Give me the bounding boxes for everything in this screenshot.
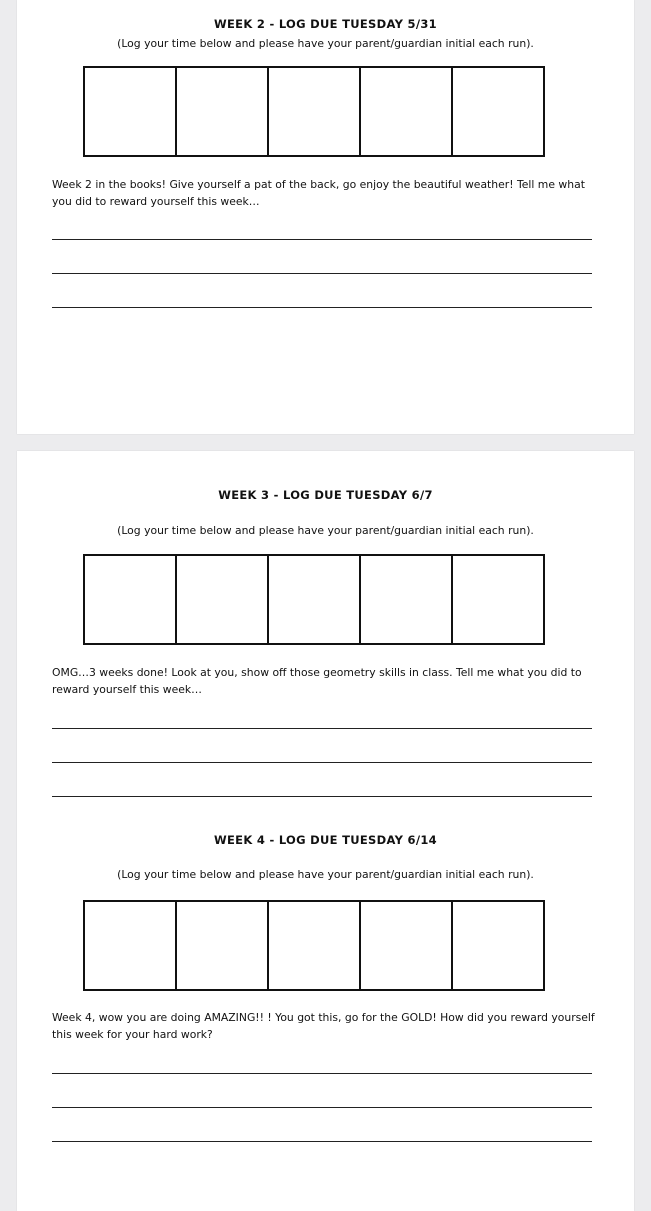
- answer-line-2[interactable]: [52, 273, 592, 274]
- run-log-boxes: [83, 66, 545, 157]
- answer-line-2[interactable]: [52, 762, 592, 763]
- run-log-box-4[interactable]: [361, 68, 453, 155]
- reward-prompt: OMG…3 weeks done! Look at you, show off those geometry skills in class. Tell me what you did to reward yourself this week…: [52, 666, 582, 696]
- run-log-box-3[interactable]: [269, 556, 361, 643]
- run-log-box-4[interactable]: [361, 902, 453, 989]
- reward-prompt: Week 4, wow you are doing AMAZING!! ! You got this, go for the GOLD! How did you reward yourself this week for your hard work?: [52, 1011, 595, 1041]
- document-page-1: [17, 0, 634, 434]
- answer-line-1[interactable]: [52, 1073, 592, 1074]
- document-page-2: [17, 451, 634, 1211]
- run-log-boxes: [83, 900, 545, 991]
- run-log-box-1[interactable]: [85, 68, 177, 155]
- run-log-box-1[interactable]: [85, 556, 177, 643]
- run-log-box-2[interactable]: [177, 902, 269, 989]
- reward-prompt: Week 2 in the books! Give yourself a pat of the back, go enjoy the beautiful weather! Tell me what you did to reward yourself this week…: [52, 178, 585, 208]
- run-log-box-5[interactable]: [453, 556, 543, 643]
- run-log-box-1[interactable]: [85, 902, 177, 989]
- week-title: WEEK 2 - LOG DUE TUESDAY 5/31: [214, 17, 437, 31]
- answer-line-3[interactable]: [52, 307, 592, 308]
- answer-line-1[interactable]: [52, 728, 592, 729]
- answer-line-3[interactable]: [52, 796, 592, 797]
- log-instruction: (Log your time below and please have your parent/guardian initial each run).: [117, 524, 534, 537]
- run-log-boxes: [83, 554, 545, 645]
- run-log-box-3[interactable]: [269, 902, 361, 989]
- run-log-box-4[interactable]: [361, 556, 453, 643]
- run-log-box-5[interactable]: [453, 902, 543, 989]
- run-log-box-2[interactable]: [177, 68, 269, 155]
- answer-line-3[interactable]: [52, 1141, 592, 1142]
- answer-line-1[interactable]: [52, 239, 592, 240]
- run-log-box-3[interactable]: [269, 68, 361, 155]
- log-instruction: (Log your time below and please have your parent/guardian initial each run).: [117, 37, 534, 50]
- run-log-box-2[interactable]: [177, 556, 269, 643]
- log-instruction: (Log your time below and please have your parent/guardian initial each run).: [117, 868, 534, 881]
- week-title: WEEK 4 - LOG DUE TUESDAY 6/14: [214, 833, 437, 847]
- week-title: WEEK 3 - LOG DUE TUESDAY 6/7: [218, 488, 433, 502]
- answer-line-2[interactable]: [52, 1107, 592, 1108]
- run-log-box-5[interactable]: [453, 68, 543, 155]
